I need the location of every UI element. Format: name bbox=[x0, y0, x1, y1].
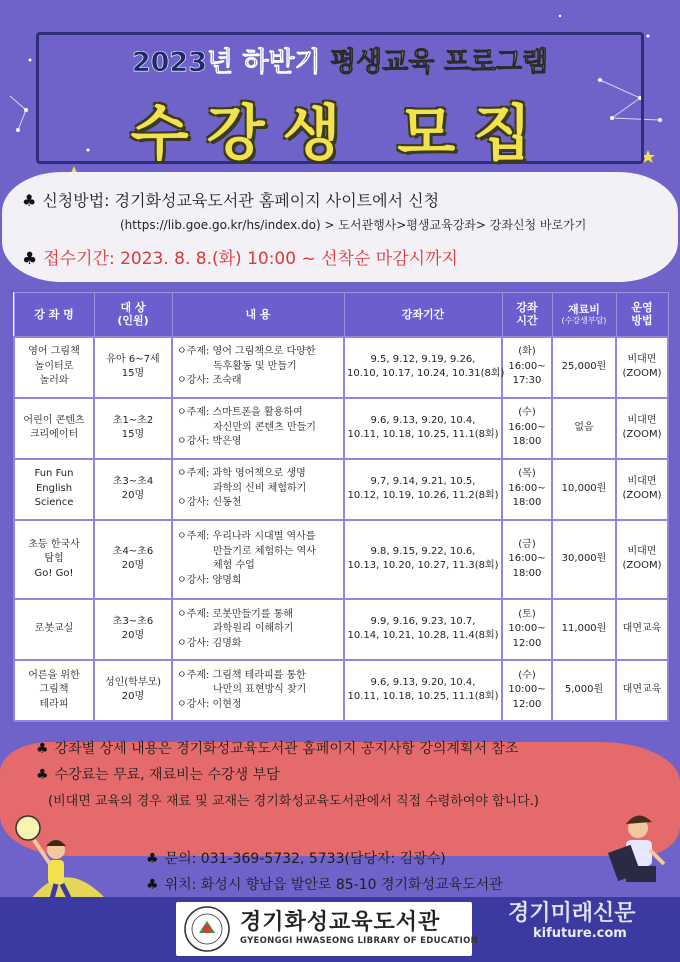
course-name-cell-line: Science bbox=[34, 497, 74, 509]
header-time-label: 강좌 bbox=[516, 301, 538, 315]
club-icon: ♣ bbox=[36, 767, 49, 783]
mode-cell-line: 비대면 bbox=[627, 353, 657, 365]
topic-line: ㅇ주제: 영어 그림책으로 다양한 bbox=[177, 346, 316, 358]
topic-line: ㅇ주제: 우리나라 시대별 역사를 bbox=[177, 531, 316, 543]
target-cell bbox=[94, 459, 172, 520]
course-name-cell-line: 크리에이터 bbox=[29, 429, 79, 441]
newspaper-watermark-url: kifuture.com bbox=[533, 926, 627, 941]
time-cell-line: 10:00~ bbox=[508, 623, 546, 635]
header-period: 강좌기간 bbox=[344, 293, 502, 337]
target-cell-line: 초3~초6 bbox=[112, 615, 154, 627]
target-cell-line: 20명 bbox=[121, 490, 145, 502]
course-name-cell-line: 테라피 bbox=[39, 698, 69, 710]
topic-line: 자신만의 콘텐츠 만들기 bbox=[213, 421, 316, 433]
time-cell bbox=[502, 459, 552, 520]
content-cell bbox=[172, 337, 344, 398]
topic-line: ㅇ주제: 그림책 테라피를 통한 bbox=[177, 669, 306, 681]
period-cell-line: 9.7, 9.14, 9.21, 10.5, bbox=[370, 475, 476, 487]
mode-cell bbox=[616, 398, 668, 459]
table-row bbox=[14, 459, 668, 520]
club-icon: ♣ bbox=[146, 851, 159, 867]
mode-cell-line: 비대면 bbox=[627, 414, 657, 426]
teacher-line: ㅇ강사: 김명화 bbox=[177, 637, 242, 649]
program-title-name: 평생교육 프로그램 bbox=[330, 47, 549, 78]
header-name: 강 좌 명 bbox=[14, 293, 94, 337]
time-cell bbox=[502, 660, 552, 721]
mode-cell-line: 비대면 bbox=[627, 475, 657, 487]
notice-fee bbox=[36, 764, 280, 784]
header-fee bbox=[552, 293, 616, 337]
teacher-line: ㅇ강사: 조숙래 bbox=[177, 375, 242, 387]
mode-cell-line: 대면교육 bbox=[622, 684, 662, 696]
topic-line: 과학원리 이해하기 bbox=[213, 623, 294, 635]
time-cell-line: (수) bbox=[518, 669, 536, 681]
time-cell-line: 10:00~ bbox=[508, 684, 546, 696]
contact-phone bbox=[146, 848, 446, 868]
mode-cell-line: (ZOOM) bbox=[622, 490, 662, 502]
period-cell-line: 10.14, 10.21, 10.28, 11.4(8회) bbox=[347, 630, 499, 642]
library-name: 경기화성교육도서관 bbox=[240, 910, 441, 935]
target-cell-line: 15명 bbox=[121, 429, 145, 441]
table-row bbox=[14, 337, 668, 398]
period-cell-line: 10.11, 10.18, 10.25, 11.1(8회) bbox=[347, 691, 499, 703]
content-cell bbox=[172, 599, 344, 660]
time-cell-line: 16:00~ bbox=[508, 360, 546, 372]
period-cell bbox=[344, 599, 502, 660]
mode-cell bbox=[616, 660, 668, 721]
time-cell-line: 12:00 bbox=[512, 698, 542, 710]
target-cell-line: 초3~초4 bbox=[112, 475, 154, 487]
program-title bbox=[0, 40, 680, 79]
content-cell bbox=[172, 520, 344, 599]
content-cell bbox=[172, 459, 344, 520]
notice-fee-text: 수강료는 무료, 재료비는 수강생 부담 bbox=[54, 767, 280, 783]
apply-method bbox=[22, 188, 439, 211]
period-cell bbox=[344, 337, 505, 398]
club-icon: ♣ bbox=[22, 191, 37, 210]
notice-pickup: (비대면 교육의 경우 재료 및 교재는 경기화성교육도서관에서 직접 수령하여야 합니다.) bbox=[48, 794, 539, 809]
mode-cell-line: (ZOOM) bbox=[622, 429, 662, 441]
header-mode bbox=[616, 293, 668, 337]
topic-line: 체험 수업 bbox=[213, 560, 255, 572]
notice-detail-text: 강좌별 상세 내용은 경기화성교육도서관 홈페이지 공지사항 강의계획서 참조 bbox=[54, 741, 519, 757]
course-name-cell-line: 놀이터로 bbox=[34, 360, 74, 372]
mode-cell-line: (ZOOM) bbox=[622, 560, 662, 572]
notice-detail bbox=[36, 738, 518, 758]
target-cell-line: 20명 bbox=[121, 630, 145, 642]
mode-cell-line: 대면교육 bbox=[622, 623, 662, 635]
period-cell-line: 9.5, 9.12, 9.19, 9.26, bbox=[370, 353, 476, 365]
time-cell bbox=[502, 520, 552, 599]
fee-cell: 10,000원 bbox=[552, 459, 616, 520]
contact-phone-text: 문의: 031-369-5732, 5733(담당자: 김광수) bbox=[164, 851, 446, 867]
table-row bbox=[14, 599, 668, 660]
newspaper-watermark: 경기미래신문 bbox=[508, 901, 636, 926]
target-cell-line: 15명 bbox=[121, 368, 145, 380]
course-name-cell-line: 어린이 콘텐츠 bbox=[23, 414, 85, 426]
period-cell bbox=[344, 398, 502, 459]
header-mode-sub: 방법 bbox=[631, 314, 653, 328]
header-time-sub: 시간 bbox=[516, 314, 538, 328]
time-cell-line: 18:00 bbox=[512, 567, 542, 579]
course-name-cell bbox=[14, 398, 94, 459]
course-name-cell-line: 영어 그림책 bbox=[28, 346, 80, 358]
fee-cell: 30,000원 bbox=[552, 520, 616, 599]
target-cell bbox=[94, 599, 172, 660]
period-cell bbox=[344, 660, 502, 721]
topic-line: 독후활동 및 만들기 bbox=[213, 360, 297, 372]
topic-line: 만들기로 체험하는 역사 bbox=[213, 545, 316, 557]
apply-method-text: 신청방법: 경기화성교육도서관 홈페이지 사이트에서 신청 bbox=[42, 191, 440, 210]
time-cell-line: 18:00 bbox=[512, 436, 542, 448]
mode-cell bbox=[616, 459, 668, 520]
time-cell bbox=[502, 599, 552, 660]
target-cell bbox=[94, 398, 172, 459]
contact-address-text: 위치: 화성시 향남읍 발안로 85-10 경기화성교육도서관 bbox=[164, 877, 503, 893]
course-name-cell-line: 놀러와 bbox=[39, 375, 69, 387]
period-cell bbox=[344, 459, 502, 520]
course-name-cell bbox=[14, 520, 94, 599]
course-name-cell-line: 그림책 bbox=[39, 684, 69, 696]
mode-cell bbox=[616, 599, 668, 660]
fee-cell: 없음 bbox=[552, 398, 616, 459]
target-cell-line: 초1~초2 bbox=[112, 414, 154, 426]
library-seal-icon bbox=[183, 905, 231, 953]
time-cell-line: (화) bbox=[518, 346, 536, 358]
header-target bbox=[94, 293, 172, 337]
period-cell bbox=[344, 520, 502, 599]
time-cell-line: 16:00~ bbox=[508, 421, 546, 433]
period-cell-line: 10.12, 10.19, 10.26, 11.2(8회) bbox=[347, 490, 499, 502]
period-cell-line: 10.11, 10.18, 10.25, 11.1(8회) bbox=[347, 429, 499, 441]
target-cell-line: 유아 6~7세 bbox=[106, 353, 160, 365]
course-name-cell bbox=[14, 660, 94, 721]
library-name-english: GYEONGGI HWASEONG LIBRARY OF EDUCATION bbox=[240, 936, 479, 946]
teacher-line: ㅇ강사: 이현정 bbox=[177, 698, 242, 710]
time-cell-line: (금) bbox=[518, 538, 536, 550]
target-cell-line: 20명 bbox=[121, 560, 145, 572]
course-name-cell-line: Go! Go! bbox=[34, 567, 74, 579]
teacher-line: ㅇ강사: 양명희 bbox=[177, 574, 242, 586]
club-icon: ♣ bbox=[36, 741, 49, 757]
header-fee-sub: (수강생부담) bbox=[561, 316, 607, 326]
course-name-cell-line: 로봇교실 bbox=[34, 623, 74, 635]
period-cell-line: 9.8, 9.15, 9.22, 10.6, bbox=[370, 545, 476, 557]
child-with-book-illustration bbox=[560, 800, 680, 900]
period-cell-line: 10.13, 10.20, 10.27, 11.3(8회) bbox=[347, 560, 499, 572]
time-cell-line: 12:00 bbox=[512, 637, 542, 649]
time-cell-line: (토) bbox=[518, 608, 536, 620]
application-period-text: 접수기간: 2023. 8. 8.(화) 10:00 ~ 선착순 마감시까지 bbox=[43, 249, 458, 269]
course-name-cell bbox=[14, 337, 94, 398]
header-target-label: 대 상 bbox=[120, 301, 146, 315]
target-cell-line: 20명 bbox=[121, 691, 145, 703]
time-cell-line: 16:00~ bbox=[508, 482, 546, 494]
topic-line: 나만의 표현방식 찾기 bbox=[213, 684, 307, 696]
mode-cell-line: (ZOOM) bbox=[622, 368, 662, 380]
table-row bbox=[14, 520, 668, 599]
mode-cell bbox=[616, 520, 668, 599]
content-cell bbox=[172, 398, 344, 459]
topic-line: ㅇ주제: 과학 영어책으로 생명 bbox=[177, 468, 306, 480]
table-row bbox=[14, 660, 668, 721]
table-header-row bbox=[14, 293, 668, 337]
mode-cell bbox=[616, 337, 668, 398]
fee-cell: 5,000원 bbox=[552, 660, 616, 721]
course-name-cell bbox=[14, 459, 94, 520]
target-cell bbox=[94, 520, 172, 599]
target-cell bbox=[94, 660, 172, 721]
time-cell bbox=[502, 337, 552, 398]
course-name-cell-line: 초등 한국사 bbox=[28, 538, 80, 550]
club-icon: ♣ bbox=[146, 877, 159, 893]
course-name-cell-line: 어른을 위한 bbox=[28, 669, 80, 681]
header-target-sub: (인원) bbox=[117, 314, 149, 328]
header-content: 내 용 bbox=[172, 293, 344, 337]
target-cell bbox=[94, 337, 172, 398]
topic-line: ㅇ주제: 스마트폰을 활용하여 bbox=[177, 407, 303, 419]
topic-line: 과학의 신비 체험하기 bbox=[213, 482, 307, 494]
mode-cell-line: 비대면 bbox=[627, 545, 657, 557]
course-name-cell-line: English bbox=[35, 482, 73, 494]
course-name-cell bbox=[14, 599, 94, 660]
header-mode-label: 운영 bbox=[631, 301, 653, 315]
table-row bbox=[14, 398, 668, 459]
time-cell-line: 17:30 bbox=[512, 375, 542, 387]
target-cell-line: 성인(학부모) bbox=[104, 676, 162, 688]
contact-address bbox=[146, 874, 503, 894]
period-cell-line: 9.6, 9.13, 9.20, 10.4, bbox=[370, 676, 476, 688]
recruitment-title: 수강생 모집 bbox=[130, 99, 550, 169]
time-cell-line: (수) bbox=[518, 407, 536, 419]
header-fee-label: 재료비 bbox=[568, 302, 600, 316]
time-cell-line: (목) bbox=[518, 468, 536, 480]
program-title-year: 2023년 하반기 bbox=[131, 47, 331, 78]
period-cell-line: 9.9, 9.16, 9.23, 10.7, bbox=[370, 615, 476, 627]
fee-cell: 25,000원 bbox=[552, 337, 616, 398]
content-cell bbox=[172, 660, 344, 721]
club-icon: ♣ bbox=[22, 249, 38, 269]
time-cell bbox=[502, 398, 552, 459]
time-cell-line: 18:00 bbox=[512, 497, 542, 509]
target-cell-line: 초4~초6 bbox=[112, 545, 154, 557]
program-table bbox=[10, 289, 670, 725]
topic-line: ㅇ주제: 로봇만들기를 통해 bbox=[177, 608, 293, 620]
course-name-cell-line: Fun Fun bbox=[34, 468, 74, 480]
apply-url[interactable]: (https://lib.goe.go.kr/hs/index.do) > 도서관행사>평생교육강좌> 강좌신청 바로가기 bbox=[120, 218, 587, 232]
application-period bbox=[22, 244, 458, 269]
course-name-cell-line: 탐험 bbox=[44, 553, 64, 565]
teacher-line: ㅇ강사: 신동천 bbox=[177, 497, 242, 509]
teacher-line: ㅇ강사: 박은영 bbox=[177, 436, 242, 448]
period-cell-line: 9.6, 9.13, 9.20, 10.4, bbox=[370, 414, 476, 426]
fee-cell: 11,000원 bbox=[552, 599, 616, 660]
time-cell-line: 16:00~ bbox=[508, 553, 546, 565]
header-time bbox=[502, 293, 552, 337]
period-cell-line: 10.10, 10.17, 10.24, 10.31(8회) bbox=[347, 368, 505, 380]
